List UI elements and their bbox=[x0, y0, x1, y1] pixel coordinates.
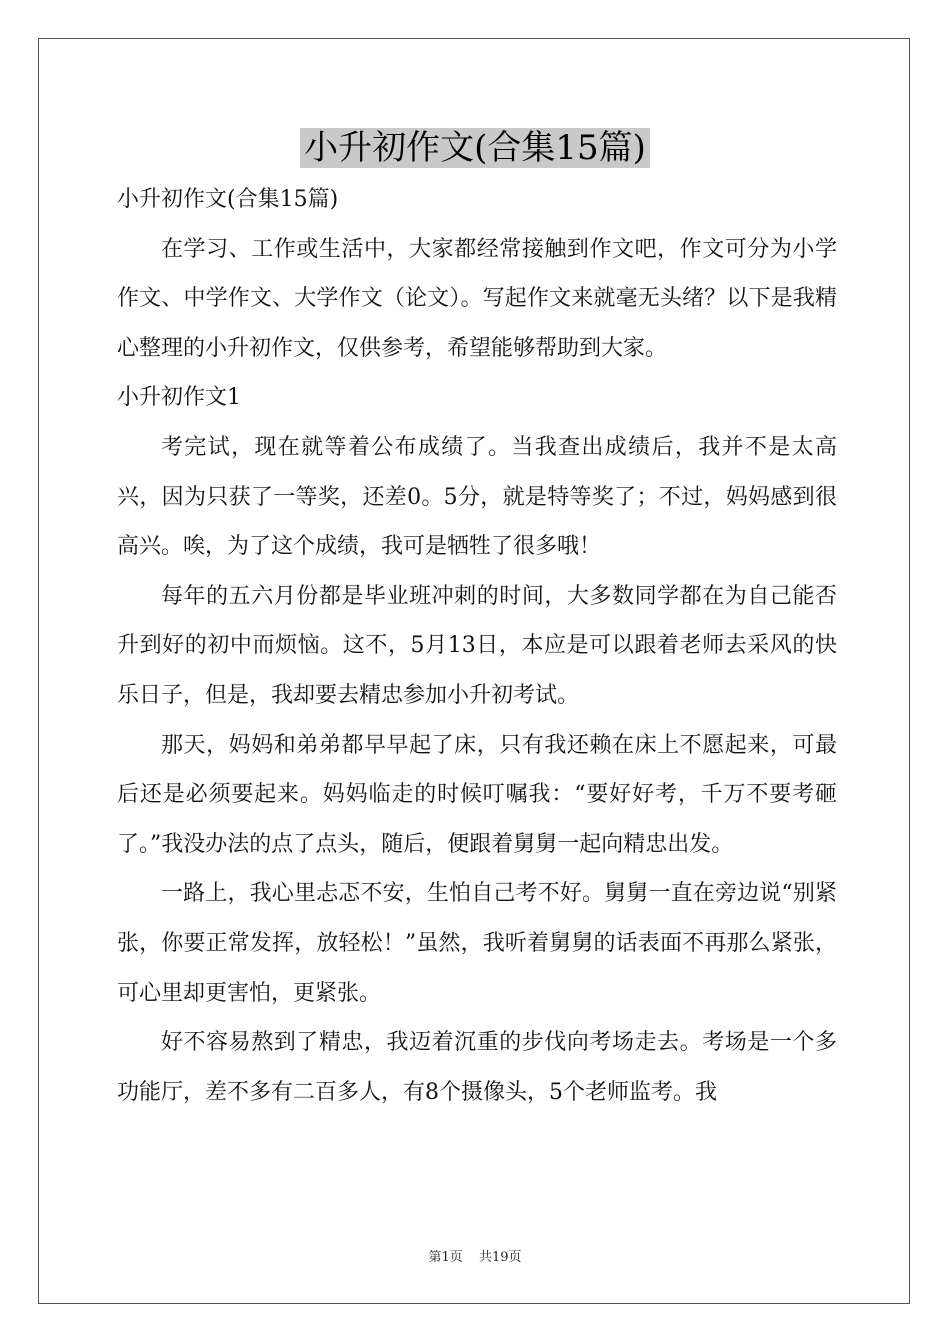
page-footer bbox=[0, 1246, 950, 1265]
document-subtitle: 小升初作文(合集15篇) bbox=[117, 187, 339, 212]
section-heading: 小升初作文1 bbox=[117, 385, 241, 411]
paragraph: 好不容易熬到了精忠，我迈着沉重的步伐向考场走去。考场是一个多功能厅，差不多有二百多人，有8个摄像头，5个老师监考。我 bbox=[117, 1030, 837, 1105]
paragraph: 一路上，我心里忐忑不安，生怕自己考不好。舅舅一直在旁边说“别紧张，你要正常发挥，放轻松！”虽然，我听着舅舅的话表面不再那么紧张，可心里却更害怕，更紧张。 bbox=[117, 881, 837, 1006]
paragraph: 每年的五六月份都是毕业班冲刺的时间，大多数同学都在为自己能否升到好的初中而烦恼。这不，5月13日，本应是可以跟着老师去采风的快乐日子，但是，我却要去精忠参加小升初考试。 bbox=[117, 583, 837, 708]
paragraph: 那天，妈妈和弟弟都早早起了床，只有我还赖在床上不愿起来，可最后还是必须要起来。妈妈临走的时候叮嘱我：“要好好考，千万不要考砸了。”我没办法的点了点头，随后，便跟着舅舅一起向精忠出发。 bbox=[117, 732, 837, 857]
total-pages: 共19页 bbox=[478, 1250, 522, 1265]
document-title bbox=[0, 124, 950, 172]
document-title-text: 小升初作文(合集15篇) bbox=[300, 128, 650, 168]
paragraph: 在学习、工作或生活中，大家都经常接触到作文吧，作文可分为小学作文、中学作文、大学作文（论文）。写起作文来就毫无头绪？以下是我精心整理的小升初作文，仅供参考，希望能够帮助到大家。 bbox=[117, 236, 837, 361]
document-body bbox=[117, 175, 837, 1117]
page-number: 第1页 bbox=[428, 1250, 463, 1265]
paragraph: 考完试，现在就等着公布成绩了。当我查出成绩后，我并不是太高兴，因为只获了一等奖，还差0。5分，就是特等奖了；不过，妈妈感到很高兴。唉，为了这个成绩，我可是牺牲了很多哦！ bbox=[117, 434, 837, 560]
